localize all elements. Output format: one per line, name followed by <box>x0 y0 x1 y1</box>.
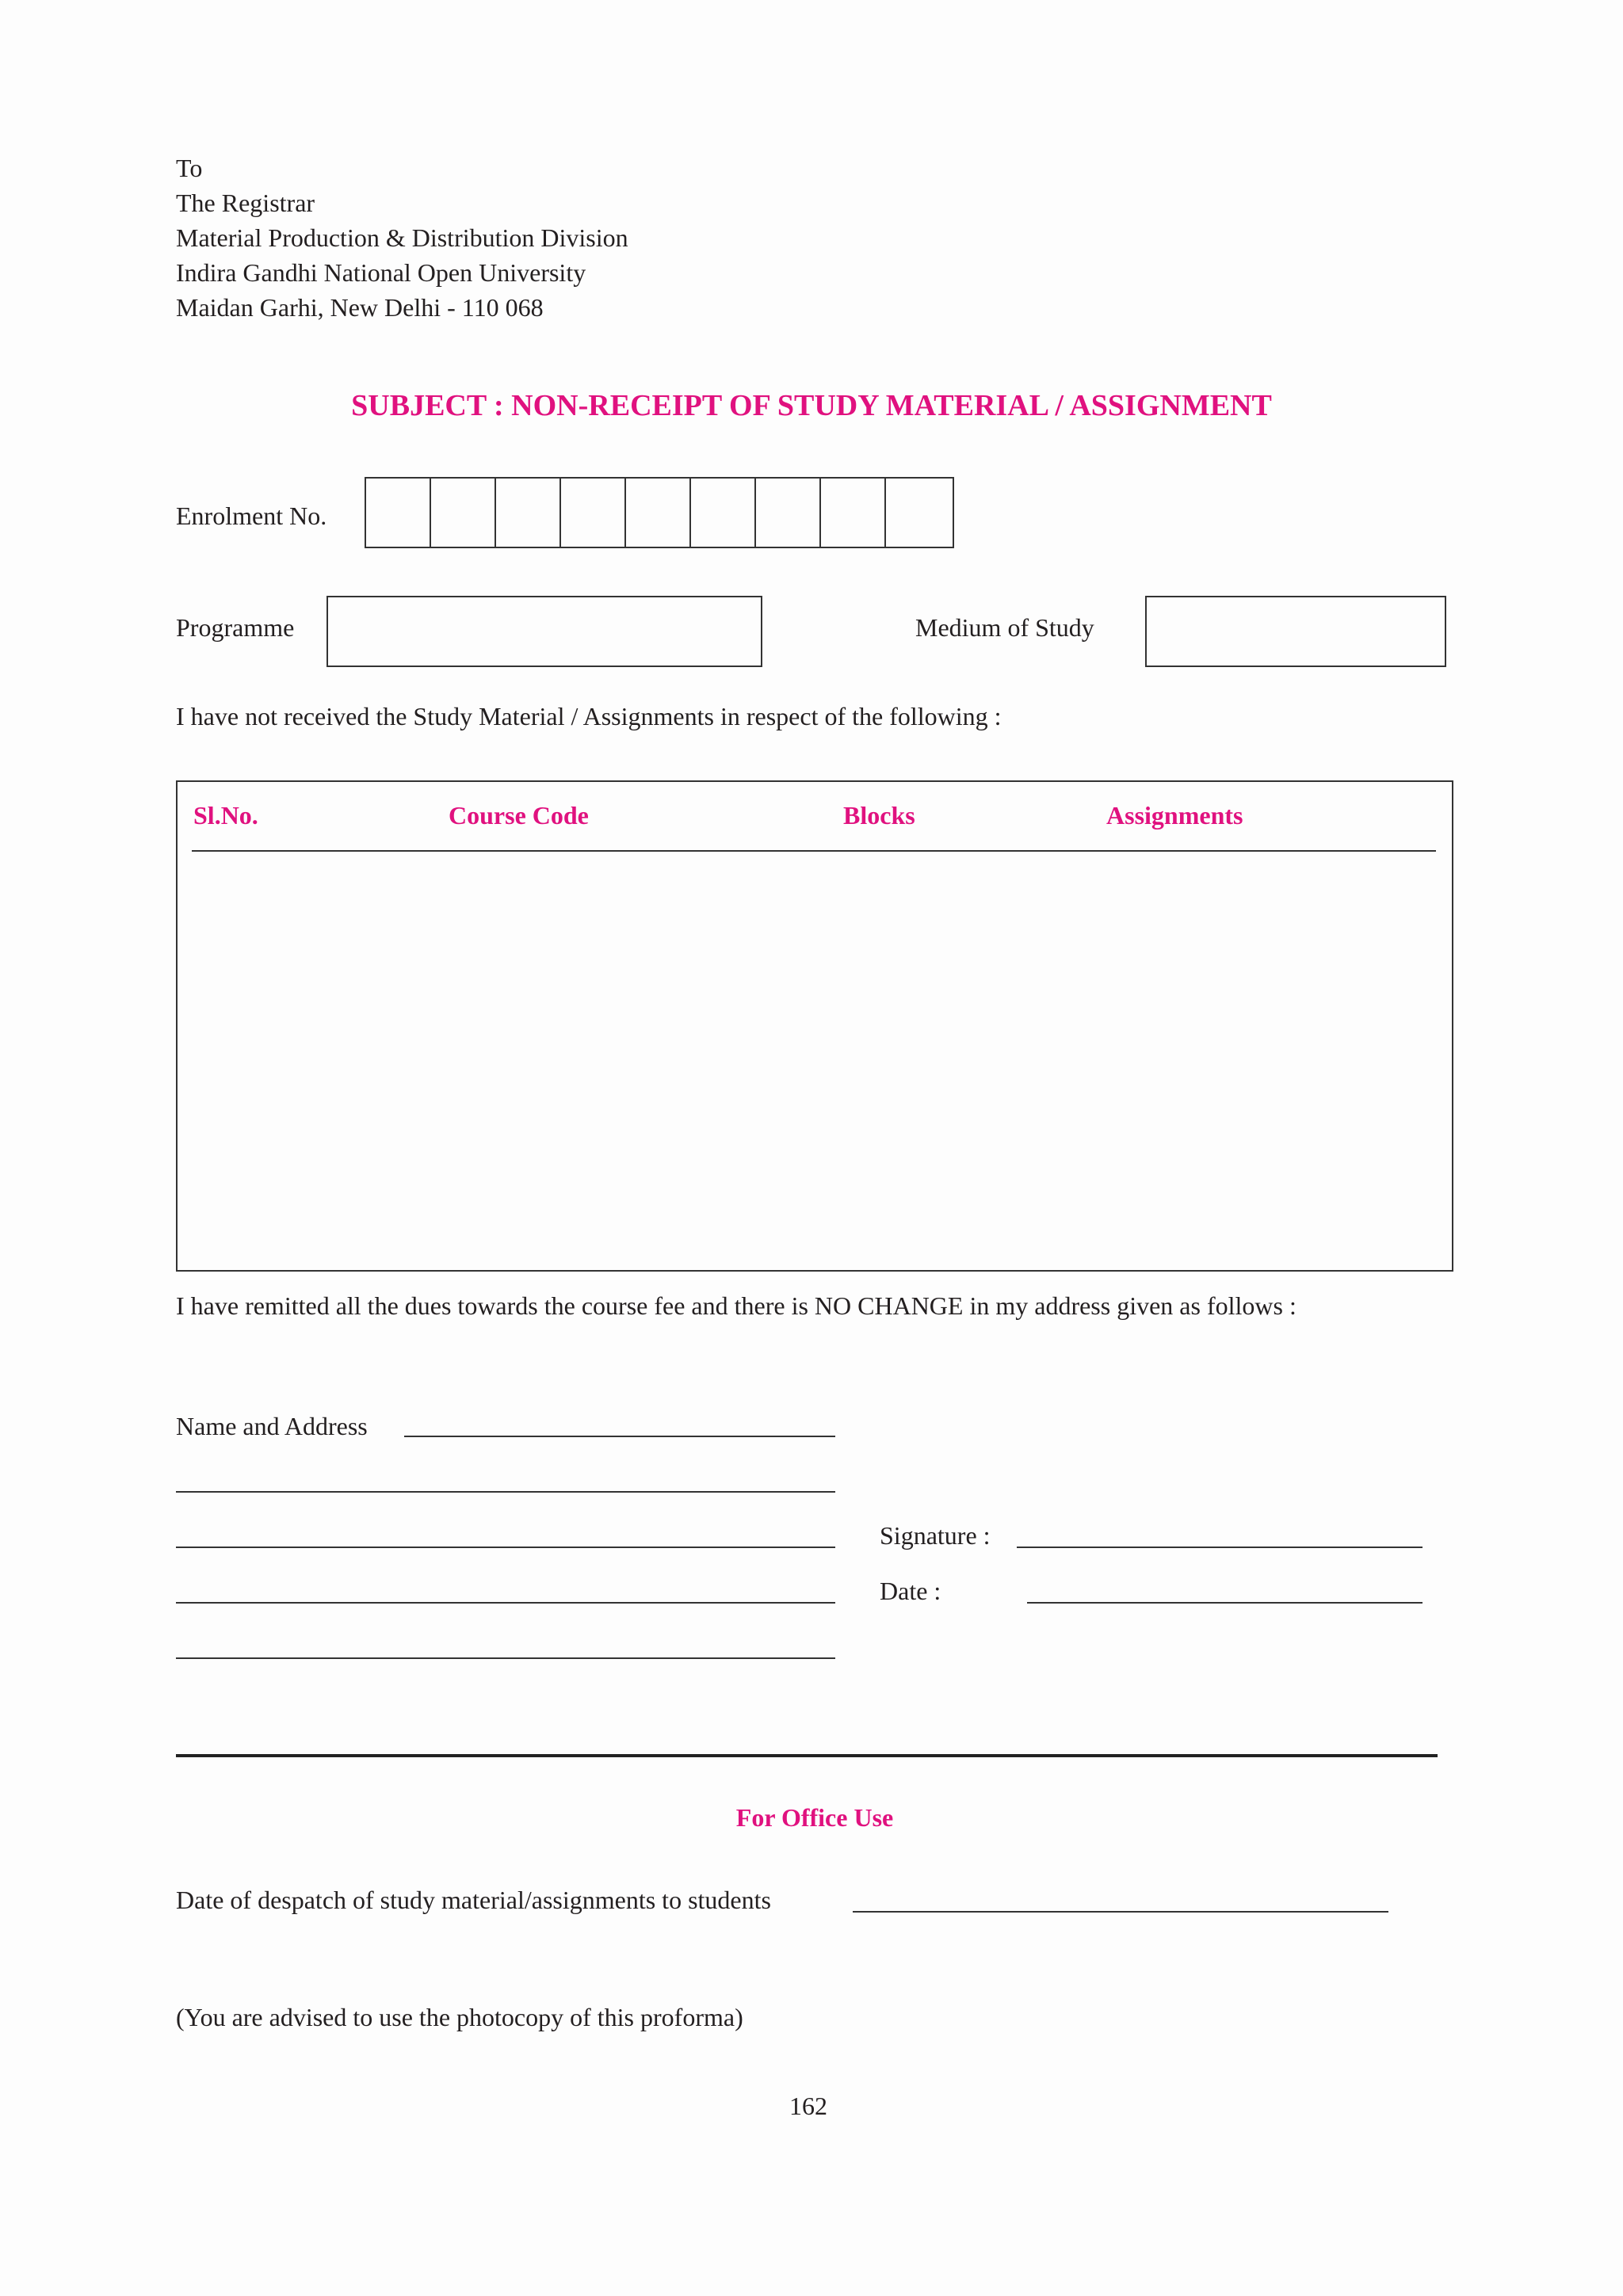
address-line-2: Material Production & Distribution Division <box>176 223 628 252</box>
enrolment-digit-box[interactable] <box>624 477 691 548</box>
col-header-course-code: Course Code <box>449 801 589 830</box>
address-line-3: Indira Gandhi National Open University <box>176 258 586 287</box>
table-header-rule <box>192 850 1436 852</box>
statement-not-received: I have not received the Study Material / Assignments in respect of the following : <box>176 702 1002 730</box>
despatch-date-label: Date of despatch of study material/assignments to students <box>176 1886 771 1914</box>
col-header-slno: Sl.No. <box>193 801 258 830</box>
subject-heading: SUBJECT : NON-RECEIPT OF STUDY MATERIAL / ASSIGNMENT <box>351 389 1272 422</box>
recipient-address <box>176 151 628 325</box>
address-blank-line[interactable] <box>176 1657 835 1659</box>
signature-label: Signature : <box>880 1521 991 1550</box>
photocopy-advice: (You are advised to use the photocopy of this proforma) <box>176 2003 743 2031</box>
date-line[interactable] <box>1027 1602 1423 1604</box>
col-header-blocks: Blocks <box>843 801 915 830</box>
name-address-line[interactable] <box>404 1436 835 1437</box>
course-table[interactable] <box>176 780 1453 1272</box>
page-number: 162 <box>789 2092 827 2120</box>
section-separator <box>176 1754 1438 1757</box>
address-line-4: Maidan Garhi, New Delhi - 110 068 <box>176 293 544 322</box>
programme-field[interactable] <box>327 596 762 667</box>
enrolment-digit-box[interactable] <box>495 477 561 548</box>
medium-label: Medium of Study <box>915 613 1094 642</box>
enrolment-digit-box[interactable] <box>689 477 756 548</box>
enrolment-digit-box[interactable] <box>365 477 431 548</box>
enrolment-label: Enrolment No. <box>176 502 327 530</box>
col-header-assignments: Assignments <box>1106 801 1243 830</box>
office-use-heading: For Office Use <box>735 1803 894 1832</box>
statement-dues-remitted: I have remitted all the dues towards the course fee and there is NO CHANGE in my address given as follows : <box>176 1291 1296 1320</box>
address-to: To <box>176 154 203 182</box>
date-label: Date : <box>880 1577 941 1605</box>
enrolment-boxes[interactable] <box>365 477 954 548</box>
enrolment-digit-box[interactable] <box>754 477 821 548</box>
address-blank-line[interactable] <box>176 1491 835 1493</box>
name-address-label: Name and Address <box>176 1412 368 1440</box>
address-blank-line[interactable] <box>176 1602 835 1604</box>
medium-field[interactable] <box>1145 596 1446 667</box>
address-line-1: The Registrar <box>176 189 315 217</box>
programme-label: Programme <box>176 613 295 642</box>
address-blank-line[interactable] <box>176 1547 835 1548</box>
enrolment-digit-box[interactable] <box>819 477 886 548</box>
enrolment-digit-box[interactable] <box>884 477 954 548</box>
enrolment-digit-box[interactable] <box>559 477 626 548</box>
despatch-date-line[interactable] <box>853 1911 1388 1913</box>
signature-line[interactable] <box>1017 1547 1423 1548</box>
enrolment-digit-box[interactable] <box>430 477 496 548</box>
